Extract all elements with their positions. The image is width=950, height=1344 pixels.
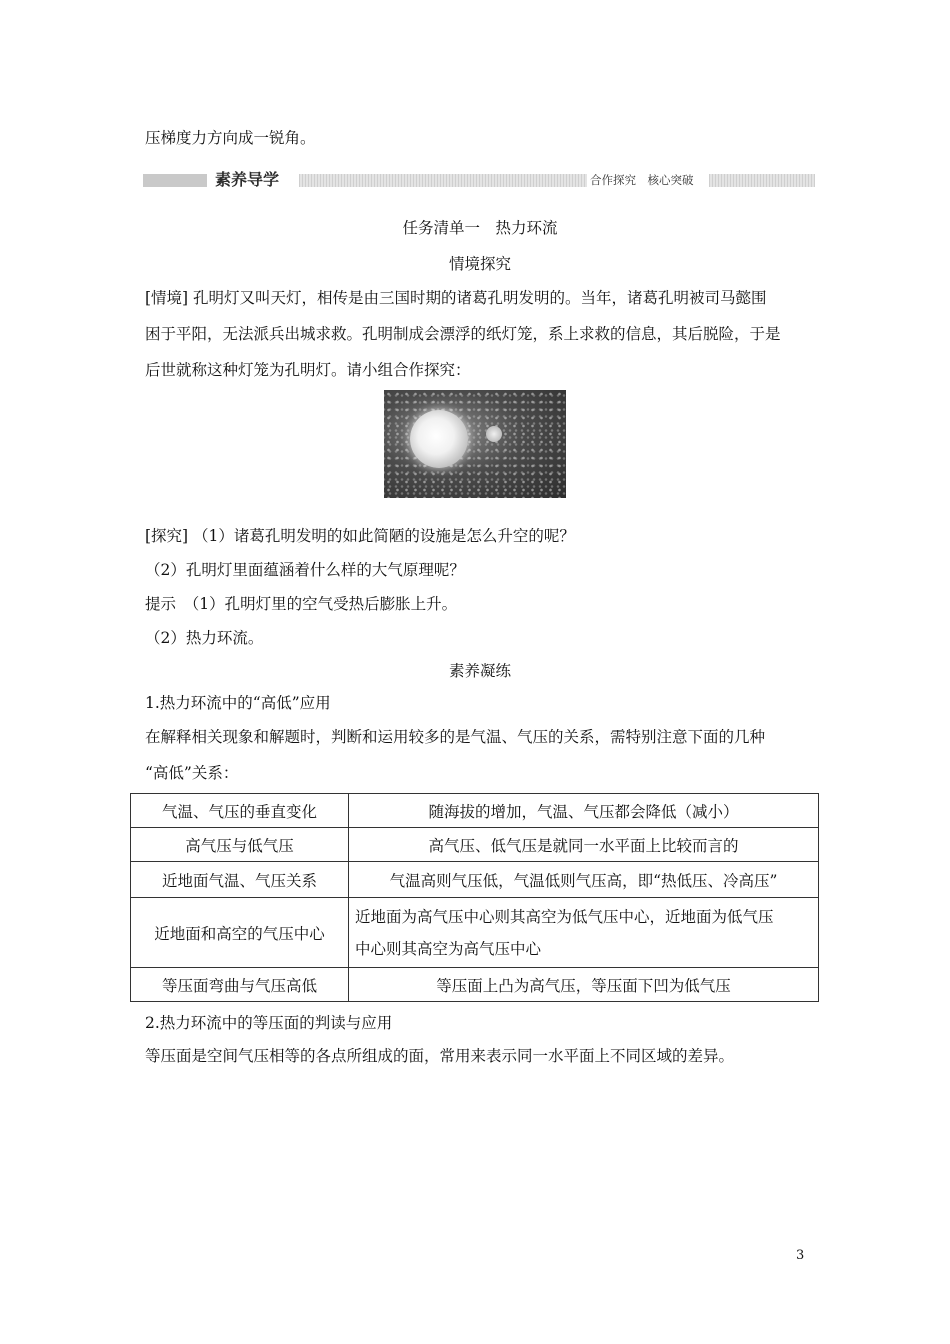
practice-heading: 素养凝练 xyxy=(448,662,511,680)
table-cell-left: 等压面弯曲与气压高低 xyxy=(131,968,349,1002)
table-cell-left: 气温、气压的垂直变化 xyxy=(131,794,349,828)
explore-question-1: [探究] （1）诸葛孔明发明的如此简陋的设施是怎么升空的呢？ xyxy=(145,527,575,545)
table-row xyxy=(131,968,819,1002)
table-cell-left: 近地面气温、气压关系 xyxy=(131,862,349,898)
point1-title: 1.热力环流中的“高低”应用 xyxy=(145,694,331,712)
sky-lantern-photo xyxy=(384,390,566,498)
table-cell-right: 气温高则气压低，气温低则气压高，即“热低压、冷高压” xyxy=(349,862,819,898)
table-row xyxy=(131,898,819,968)
scenario-heading: 情境探究 xyxy=(448,255,511,273)
table-row xyxy=(131,862,819,898)
table-row xyxy=(131,828,819,862)
table-cell-left: 高气压与低气压 xyxy=(131,828,349,862)
table-cell-right: 随海拔的增加，气温、气压都会降低（减小） xyxy=(349,794,819,828)
point1-intro-line-2: “高低”关系： xyxy=(145,764,239,782)
point2-text: 等压面是空间气压相等的各点所组成的面，常用来表示同一水平面上不同区域的差异。 xyxy=(145,1047,735,1065)
scenario-line-1: [情境] 孔明灯又叫天灯，相传是由三国时期的诸葛孔明发明的。当年，诸葛孔明被司马懿围 xyxy=(145,289,767,307)
scenario-line-2: 困于平阳，无法派兵出城求救。孔明制成会漂浮的纸灯笼，系上求救的信息，其后脱险，于是 xyxy=(145,325,781,343)
pressure-relations-table xyxy=(130,793,819,1002)
point1-intro-line-1: 在解释相关现象和解题时，判断和运用较多的是气温、气压的关系，需特别注意下面的几种 xyxy=(145,728,766,746)
banner-subtitle: 合作探究 核心突破 xyxy=(590,173,694,187)
section-banner xyxy=(143,172,815,189)
table-cell-left: 近地面和高空的气压中心 xyxy=(131,898,349,968)
table-cell-line: 中心则其高空为高气压中心 xyxy=(355,939,542,958)
point2-title: 2.热力环流中的等压面的判读与应用 xyxy=(145,1014,393,1032)
table-cell-line: 近地面为高气压中心则其高空为低气压中心，近地面为低气压 xyxy=(355,907,774,926)
banner-bar-left xyxy=(143,174,207,187)
banner-bar-right xyxy=(709,174,815,187)
table-cell-right: 高气压、低气压是就同一水平面上比较而言的 xyxy=(349,828,819,862)
table-cell-right: 等压面上凸为高气压，等压面下凹为低气压 xyxy=(349,968,819,1002)
banner-bar-middle xyxy=(299,174,587,187)
page-number: 3 xyxy=(796,1248,805,1263)
table-cell-right xyxy=(349,898,819,968)
scenario-line-3: 后世就称这种灯笼为孔明灯。请小组合作探究： xyxy=(145,361,471,379)
task-heading: 任务清单一 热力环流 xyxy=(402,219,558,237)
banner-title: 素养导学 xyxy=(215,170,280,189)
intro-tail-text: 压梯度力方向成一锐角。 xyxy=(145,129,316,147)
explore-question-2: （2）孔明灯里面蕴涵着什么样的大气原理呢？ xyxy=(145,561,465,579)
small-lantern-image xyxy=(486,426,502,442)
table-row xyxy=(131,794,819,828)
hint-2: （2）热力环流。 xyxy=(145,629,264,647)
lantern-image xyxy=(410,410,468,468)
hint-1: 提示 （1）孔明灯里的空气受热后膨胀上升。 xyxy=(145,595,458,613)
